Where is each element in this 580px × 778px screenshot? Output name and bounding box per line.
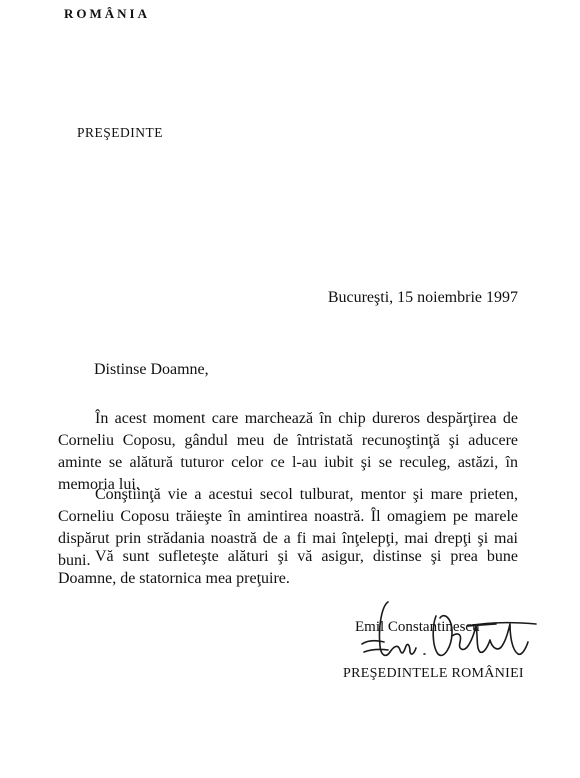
- signer-name: Emil Constantinescu: [355, 619, 480, 635]
- paragraph-text: Conştiinţă vie a acestui secol tulburat, mentor şi mare prieten, Corneliu Coposu trăieşte în amintirea noastră. Îl omagiem pe marele dispărut prin strădania noastră de a fi mai înţelepţi, mai drepţi şi mai buni.: [58, 486, 518, 569]
- header-office: PREŞEDINTE: [77, 125, 163, 140]
- paragraph-text: În acest moment care marchează în chip dureros despărţirea de Corneliu Coposu, gândul meu de întristată recunoştinţă şi aducere aminte se alătură tuturor celor ce l-au iubit şi se reculeg, astăzi, în memoria lui.: [58, 410, 518, 493]
- signer-title: PREŞEDINTELE ROMÂNIEI: [343, 666, 524, 681]
- salutation: Distinse Doamne,: [94, 361, 209, 378]
- handwritten-signature: [348, 596, 538, 668]
- letter-paragraph-3: [58, 546, 518, 590]
- letter-paragraph-1: [58, 408, 518, 496]
- header-country: ROMÂNIA: [64, 6, 150, 21]
- place-date: Bucureşti, 15 noiembrie 1997: [327, 289, 518, 306]
- paragraph-text: Vă sunt sufleteşte alături şi vă asigur, distinse şi prea bune Doamne, de statornica mea preţuire.: [58, 548, 518, 587]
